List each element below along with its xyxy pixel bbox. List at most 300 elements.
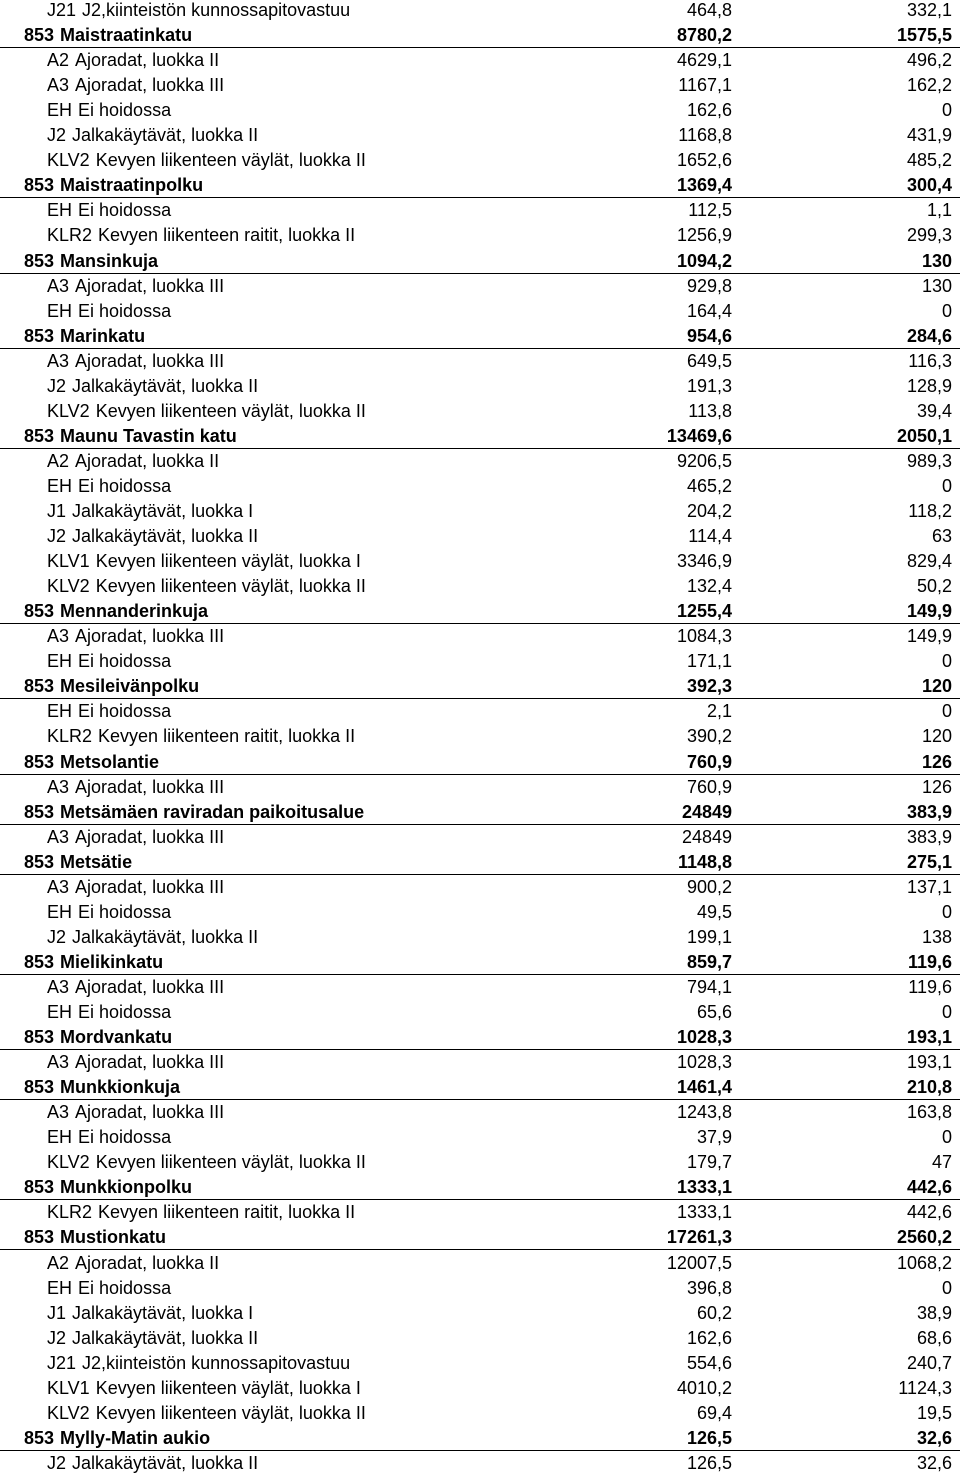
row-value-1: 760,9 <box>686 751 732 772</box>
table-row <box>0 900 960 925</box>
row-label: Kevyen liikenteen raitit, luokka II <box>98 726 356 747</box>
row-value-1: 760,9 <box>686 776 732 797</box>
table-row <box>0 449 960 474</box>
row-value-1: 1028,3 <box>676 1027 732 1048</box>
row-name-cell <box>47 1125 171 1150</box>
row-code: A3 <box>47 75 70 96</box>
row-name-cell <box>47 499 253 524</box>
row-name-cell <box>24 424 237 449</box>
row-value-1: 1167,1 <box>678 75 732 96</box>
row-code: 853 <box>24 250 55 271</box>
row-code: KLV2 <box>47 1402 90 1423</box>
row-value-2: 2050,1 <box>896 425 952 446</box>
row-value-2: 442,6 <box>906 1177 952 1198</box>
row-value-2: 442,6 <box>906 1202 952 1223</box>
row-code: J2 <box>47 1452 67 1473</box>
row-name-cell <box>47 1251 219 1276</box>
row-value-1: 1333,1 <box>676 1202 732 1223</box>
row-code: KLV2 <box>47 150 90 171</box>
row-code: J21 <box>47 1352 77 1373</box>
row-name-cell <box>24 1075 180 1100</box>
row-value-2: 1124,3 <box>898 1377 952 1398</box>
row-value-2: 32,6 <box>916 1452 952 1473</box>
row-code: A2 <box>47 450 70 471</box>
row-name-cell <box>47 524 258 549</box>
row-code: 853 <box>24 1227 55 1248</box>
row-value-2: 431,9 <box>906 125 952 146</box>
row-value-1: 396,8 <box>686 1277 732 1298</box>
table-row <box>0 875 960 900</box>
row-name-cell <box>24 1225 166 1250</box>
row-value-2: 50,2 <box>916 576 952 597</box>
row-code: A3 <box>47 350 70 371</box>
row-value-2: 193,1 <box>906 1027 952 1048</box>
row-name-cell <box>24 1025 172 1050</box>
row-value-1: 60,2 <box>696 1302 732 1323</box>
row-code: EH <box>47 475 73 496</box>
row-value-2: 0 <box>941 1127 952 1148</box>
table-row <box>0 699 960 724</box>
row-value-2: 149,9 <box>906 626 952 647</box>
row-value-1: 17261,3 <box>666 1227 732 1248</box>
row-code: 853 <box>24 676 55 697</box>
row-label: Jalkakäytävät, luokka I <box>72 501 254 521</box>
row-value-1: 112,5 <box>688 200 732 221</box>
row-code: 853 <box>24 601 55 622</box>
group-row <box>0 1025 960 1050</box>
row-value-1: 554,6 <box>686 1352 732 1373</box>
table-row <box>0 925 960 950</box>
row-name-cell <box>47 349 224 374</box>
row-code: KLV1 <box>47 551 90 572</box>
row-label: Ei hoidossa <box>78 651 172 672</box>
row-code: EH <box>47 200 73 221</box>
row-value-1: 132,4 <box>686 576 732 597</box>
table-row <box>0 349 960 374</box>
row-code: A3 <box>47 275 70 296</box>
row-code: 853 <box>24 1027 55 1048</box>
row-label: Kevyen liikenteen väylät, luokka II <box>95 1402 366 1423</box>
row-value-1: 9206,5 <box>676 450 732 471</box>
row-label: Metsätie <box>60 851 133 872</box>
row-code: 853 <box>24 751 55 772</box>
row-label: Kevyen liikenteen väylät, luokka II <box>95 1152 366 1173</box>
row-value-2: 1,1 <box>926 200 952 221</box>
row-name-cell <box>24 599 208 624</box>
row-name-cell <box>47 875 224 900</box>
row-value-2: 120 <box>921 676 952 697</box>
row-label: Mesileivänpolku <box>60 676 200 697</box>
row-name-cell <box>47 1376 361 1401</box>
row-value-1: 4629,1 <box>676 50 732 71</box>
row-value-1: 1094,2 <box>676 250 732 271</box>
row-name-cell <box>47 299 171 324</box>
group-row <box>0 424 960 449</box>
row-name-cell <box>24 800 364 825</box>
group-row <box>0 23 960 48</box>
row-value-1: 1369,4 <box>676 175 732 196</box>
row-name-cell <box>47 374 258 399</box>
row-value-1: 126,5 <box>686 1452 732 1473</box>
row-value-1: 164,4 <box>686 300 732 321</box>
row-label: Ei hoidossa <box>78 1277 172 1298</box>
row-value-2: 119,6 <box>908 976 952 997</box>
row-value-2: 137,1 <box>906 876 952 897</box>
row-value-1: 49,5 <box>696 901 732 922</box>
row-name-cell <box>47 1326 258 1351</box>
table-row <box>0 1100 960 1125</box>
row-label: Ajoradat, luokka III <box>75 826 225 847</box>
row-name-cell <box>47 223 355 248</box>
group-row <box>0 850 960 875</box>
row-code: EH <box>47 100 73 121</box>
row-name-cell <box>47 1150 366 1175</box>
row-value-1: 69,4 <box>696 1402 732 1423</box>
table-row <box>0 524 960 549</box>
table-row <box>0 775 960 800</box>
row-label: Mansinkuja <box>60 250 159 271</box>
row-value-2: 162,2 <box>906 75 952 96</box>
row-label: Ajoradat, luokka II <box>75 1252 220 1273</box>
row-code: A3 <box>47 976 70 997</box>
table-row <box>0 624 960 649</box>
row-code: A3 <box>47 826 70 847</box>
row-code: 853 <box>24 425 55 446</box>
row-code: J2 <box>47 926 67 947</box>
row-label: Ei hoidossa <box>78 901 172 922</box>
group-row <box>0 800 960 825</box>
row-name-cell <box>47 1276 171 1301</box>
row-code: J2 <box>47 375 67 396</box>
table-row <box>0 98 960 123</box>
row-code: 853 <box>24 1177 55 1198</box>
row-code: KLR2 <box>47 1202 93 1223</box>
row-code: 853 <box>24 1427 55 1448</box>
row-name-cell <box>24 23 192 48</box>
row-name-cell <box>24 950 163 975</box>
row-label: Metsolantie <box>60 751 160 772</box>
row-label: Ajoradat, luokka III <box>75 976 225 997</box>
row-code: J2 <box>47 1327 67 1348</box>
row-value-2: 240,7 <box>906 1352 952 1373</box>
table-row <box>0 975 960 1000</box>
row-code: EH <box>47 1002 73 1022</box>
row-value-1: 162,6 <box>686 100 732 121</box>
row-value-2: 0 <box>941 475 952 496</box>
row-value-2: 485,2 <box>906 150 952 171</box>
table-row <box>0 724 960 749</box>
table-row <box>0 48 960 73</box>
row-code: 853 <box>24 851 55 872</box>
row-value-1: 1652,6 <box>676 150 732 171</box>
table-row <box>0 549 960 574</box>
row-name-cell <box>47 148 366 173</box>
row-label: Ei hoidossa <box>78 300 172 321</box>
group-row <box>0 1225 960 1250</box>
row-label: Ei hoidossa <box>78 1002 172 1022</box>
table-row <box>0 374 960 399</box>
row-label: Metsämäen raviradan paikoitusalue <box>60 801 365 822</box>
row-name-cell <box>47 73 224 98</box>
row-value-1: 191,3 <box>686 375 732 396</box>
row-label: Jalkakäytävät, luokka II <box>72 1452 259 1473</box>
row-code: J1 <box>47 501 67 521</box>
row-name-cell <box>47 98 171 123</box>
row-value-1: 2,1 <box>706 701 732 722</box>
row-value-2: 126 <box>921 776 952 797</box>
row-name-cell <box>47 123 258 148</box>
row-code: 853 <box>24 325 55 346</box>
row-value-2: 47 <box>931 1152 952 1173</box>
row-code: J2 <box>47 125 67 146</box>
row-value-1: 4010,2 <box>676 1377 732 1398</box>
row-value-2: 138 <box>921 926 952 947</box>
row-label: Kevyen liikenteen väylät, luokka II <box>95 150 366 171</box>
row-name-cell <box>47 1351 350 1376</box>
row-value-2: 0 <box>941 651 952 672</box>
row-label: Jalkakäytävät, luokka II <box>72 375 259 396</box>
row-code: KLV2 <box>47 400 90 421</box>
row-label: Kevyen liikenteen väylät, luokka II <box>95 400 366 421</box>
table-row <box>0 574 960 599</box>
row-value-2: 1068,2 <box>896 1252 952 1273</box>
row-name-cell <box>24 850 132 875</box>
row-name-cell <box>47 198 171 223</box>
row-name-cell <box>24 173 203 198</box>
row-value-2: 19,5 <box>916 1402 952 1423</box>
row-name-cell <box>47 274 224 299</box>
row-value-1: 1461,4 <box>676 1077 732 1098</box>
table-row <box>0 1050 960 1075</box>
row-value-1: 1028,3 <box>676 1052 732 1073</box>
row-name-cell <box>47 1200 355 1225</box>
table-row <box>0 474 960 499</box>
row-value-1: 649,5 <box>686 350 732 371</box>
row-code: KLV2 <box>47 1152 90 1173</box>
row-label: Ajoradat, luokka III <box>75 776 225 797</box>
row-value-2: 120 <box>921 726 952 747</box>
row-value-1: 859,7 <box>686 951 732 972</box>
row-name-cell <box>24 324 145 349</box>
row-label: Ajoradat, luokka III <box>75 75 225 96</box>
row-code: EH <box>47 651 73 672</box>
row-label: Marinkatu <box>60 325 146 346</box>
row-label: Kevyen liikenteen väylät, luokka I <box>95 551 361 572</box>
group-row <box>0 950 960 975</box>
row-value-2: 119,6 <box>907 951 952 972</box>
row-value-2: 0 <box>941 300 952 321</box>
table-row <box>0 223 960 248</box>
table-row <box>0 1376 960 1401</box>
table-row <box>0 148 960 173</box>
row-value-1: 24849 <box>681 801 732 822</box>
row-value-2: 128,9 <box>906 375 952 396</box>
row-label: Maistraatinkatu <box>60 25 193 46</box>
row-value-1: 199,1 <box>686 926 732 947</box>
row-value-2: 989,3 <box>906 450 952 471</box>
row-name-cell <box>47 1301 253 1326</box>
row-code: 853 <box>24 801 55 822</box>
table-row <box>0 1200 960 1225</box>
table-row <box>0 123 960 148</box>
row-value-2: 332,1 <box>906 0 952 20</box>
table-row <box>0 73 960 98</box>
row-label: Mordvankatu <box>60 1027 173 1048</box>
row-value-1: 1255,4 <box>676 601 732 622</box>
row-value-1: 204,2 <box>686 501 732 521</box>
row-value-1: 954,6 <box>686 325 732 346</box>
row-value-2: 126 <box>921 751 952 772</box>
row-code: A2 <box>47 1252 70 1273</box>
table-row <box>0 198 960 223</box>
row-value-1: 13469,6 <box>666 425 732 446</box>
row-value-2: 383,9 <box>906 826 952 847</box>
row-value-1: 126,5 <box>686 1427 732 1448</box>
row-value-1: 3346,9 <box>676 551 732 572</box>
row-name-cell <box>47 775 224 800</box>
row-value-1: 113,8 <box>688 400 732 421</box>
row-name-cell <box>47 48 219 73</box>
row-label: Jalkakäytävät, luokka I <box>72 1302 254 1323</box>
row-value-1: 24849 <box>681 826 732 847</box>
row-code: 853 <box>24 1077 55 1098</box>
row-code: A3 <box>47 876 70 897</box>
row-code: 853 <box>24 175 55 196</box>
row-name-cell <box>47 474 171 499</box>
row-name-cell <box>47 624 224 649</box>
row-code: A3 <box>47 1052 70 1073</box>
row-label: Jalkakäytävät, luokka II <box>72 926 259 947</box>
row-value-1: 1148,8 <box>677 851 732 872</box>
row-label: Mielikinkatu <box>60 951 164 972</box>
row-value-2: 1575,5 <box>896 25 952 46</box>
row-name-cell <box>47 724 355 749</box>
row-name-cell <box>47 699 171 724</box>
row-value-1: 392,3 <box>686 676 732 697</box>
row-name-cell <box>47 574 366 599</box>
row-label: Kevyen liikenteen väylät, luokka II <box>95 576 366 597</box>
table-row <box>0 825 960 850</box>
row-value-2: 163,8 <box>906 1102 952 1123</box>
row-label: Ei hoidossa <box>78 200 172 221</box>
row-label: Maistraatinpolku <box>60 175 204 196</box>
table-row <box>0 1451 960 1476</box>
row-value-1: 1168,8 <box>678 125 732 146</box>
row-value-1: 1084,3 <box>676 626 732 647</box>
group-row <box>0 249 960 274</box>
row-code: EH <box>47 901 73 922</box>
row-name-cell <box>24 1426 210 1451</box>
row-name-cell <box>47 1050 224 1075</box>
row-value-2: 63 <box>931 526 952 547</box>
row-name-cell <box>47 925 258 950</box>
table-row <box>0 399 960 424</box>
group-row <box>0 674 960 699</box>
row-label: Kevyen liikenteen raitit, luokka II <box>98 1202 356 1223</box>
row-code: KLR2 <box>47 225 93 246</box>
row-label: Ei hoidossa <box>78 475 172 496</box>
row-name-cell <box>47 649 171 674</box>
row-label: Ei hoidossa <box>78 100 172 121</box>
table-row <box>0 1251 960 1276</box>
row-value-2: 130 <box>921 275 952 296</box>
group-row <box>0 599 960 624</box>
row-label: Ajoradat, luokka III <box>75 275 225 296</box>
row-value-1: 179,7 <box>686 1152 732 1173</box>
row-label: Ei hoidossa <box>78 1127 172 1148</box>
row-value-2: 275,1 <box>906 851 952 872</box>
row-label: Ei hoidossa <box>78 701 172 722</box>
row-value-2: 130 <box>921 250 952 271</box>
table-row <box>0 1401 960 1426</box>
table-row <box>0 1351 960 1376</box>
row-label: Kevyen liikenteen väylät, luokka I <box>95 1377 361 1398</box>
row-code: A3 <box>47 776 70 797</box>
row-value-2: 39,4 <box>916 400 952 421</box>
row-value-1: 900,2 <box>686 876 732 897</box>
row-name-cell <box>47 399 366 424</box>
row-value-2: 193,1 <box>906 1052 952 1073</box>
row-value-2: 383,9 <box>906 801 952 822</box>
group-row <box>0 173 960 198</box>
row-value-2: 829,4 <box>906 551 952 572</box>
row-value-2: 299,3 <box>906 225 952 246</box>
row-value-2: 496,2 <box>906 50 952 71</box>
row-value-1: 1243,8 <box>676 1102 732 1123</box>
row-value-2: 32,6 <box>916 1427 952 1448</box>
row-label: Munkkionpolku <box>60 1177 193 1198</box>
row-value-1: 8780,2 <box>676 25 732 46</box>
row-label: Mylly-Matin aukio <box>60 1427 211 1448</box>
row-value-1: 1256,9 <box>676 225 732 246</box>
row-label: Ajoradat, luokka III <box>75 626 225 647</box>
row-name-cell <box>47 549 361 574</box>
row-code: J21 <box>47 0 77 20</box>
table-row <box>0 0 960 23</box>
row-code: EH <box>47 1127 73 1148</box>
table-row <box>0 1125 960 1150</box>
row-name-cell <box>47 975 224 1000</box>
row-name-cell <box>47 1401 366 1426</box>
row-value-1: 65,6 <box>696 1002 732 1022</box>
group-row <box>0 1426 960 1451</box>
row-code: A2 <box>47 50 70 71</box>
row-value-2: 284,6 <box>906 325 952 346</box>
row-name-cell <box>47 1100 224 1125</box>
row-code: KLV2 <box>47 576 90 597</box>
group-row <box>0 750 960 775</box>
row-value-1: 1333,1 <box>676 1177 732 1198</box>
row-label: Jalkakäytävät, luokka II <box>72 526 259 547</box>
row-label: Ajoradat, luokka III <box>75 350 225 371</box>
row-name-cell <box>47 449 219 474</box>
row-label: Ajoradat, luokka III <box>75 876 225 897</box>
row-label: Munkkionkuja <box>60 1077 181 1098</box>
row-label: Mennanderinkuja <box>60 601 209 622</box>
table-row <box>0 1301 960 1326</box>
row-value-1: 929,8 <box>686 275 732 296</box>
row-label: Ajoradat, luokka III <box>75 1102 225 1123</box>
row-value-2: 300,4 <box>906 175 952 196</box>
row-value-1: 171,1 <box>686 651 732 672</box>
group-row <box>0 1175 960 1200</box>
table-row <box>0 1000 960 1025</box>
row-name-cell <box>24 750 159 775</box>
row-label: Jalkakäytävät, luokka II <box>72 125 259 146</box>
row-value-2: 210,8 <box>906 1077 952 1098</box>
row-label: Ajoradat, luokka III <box>75 1052 225 1073</box>
row-value-2: 2560,2 <box>896 1227 952 1248</box>
